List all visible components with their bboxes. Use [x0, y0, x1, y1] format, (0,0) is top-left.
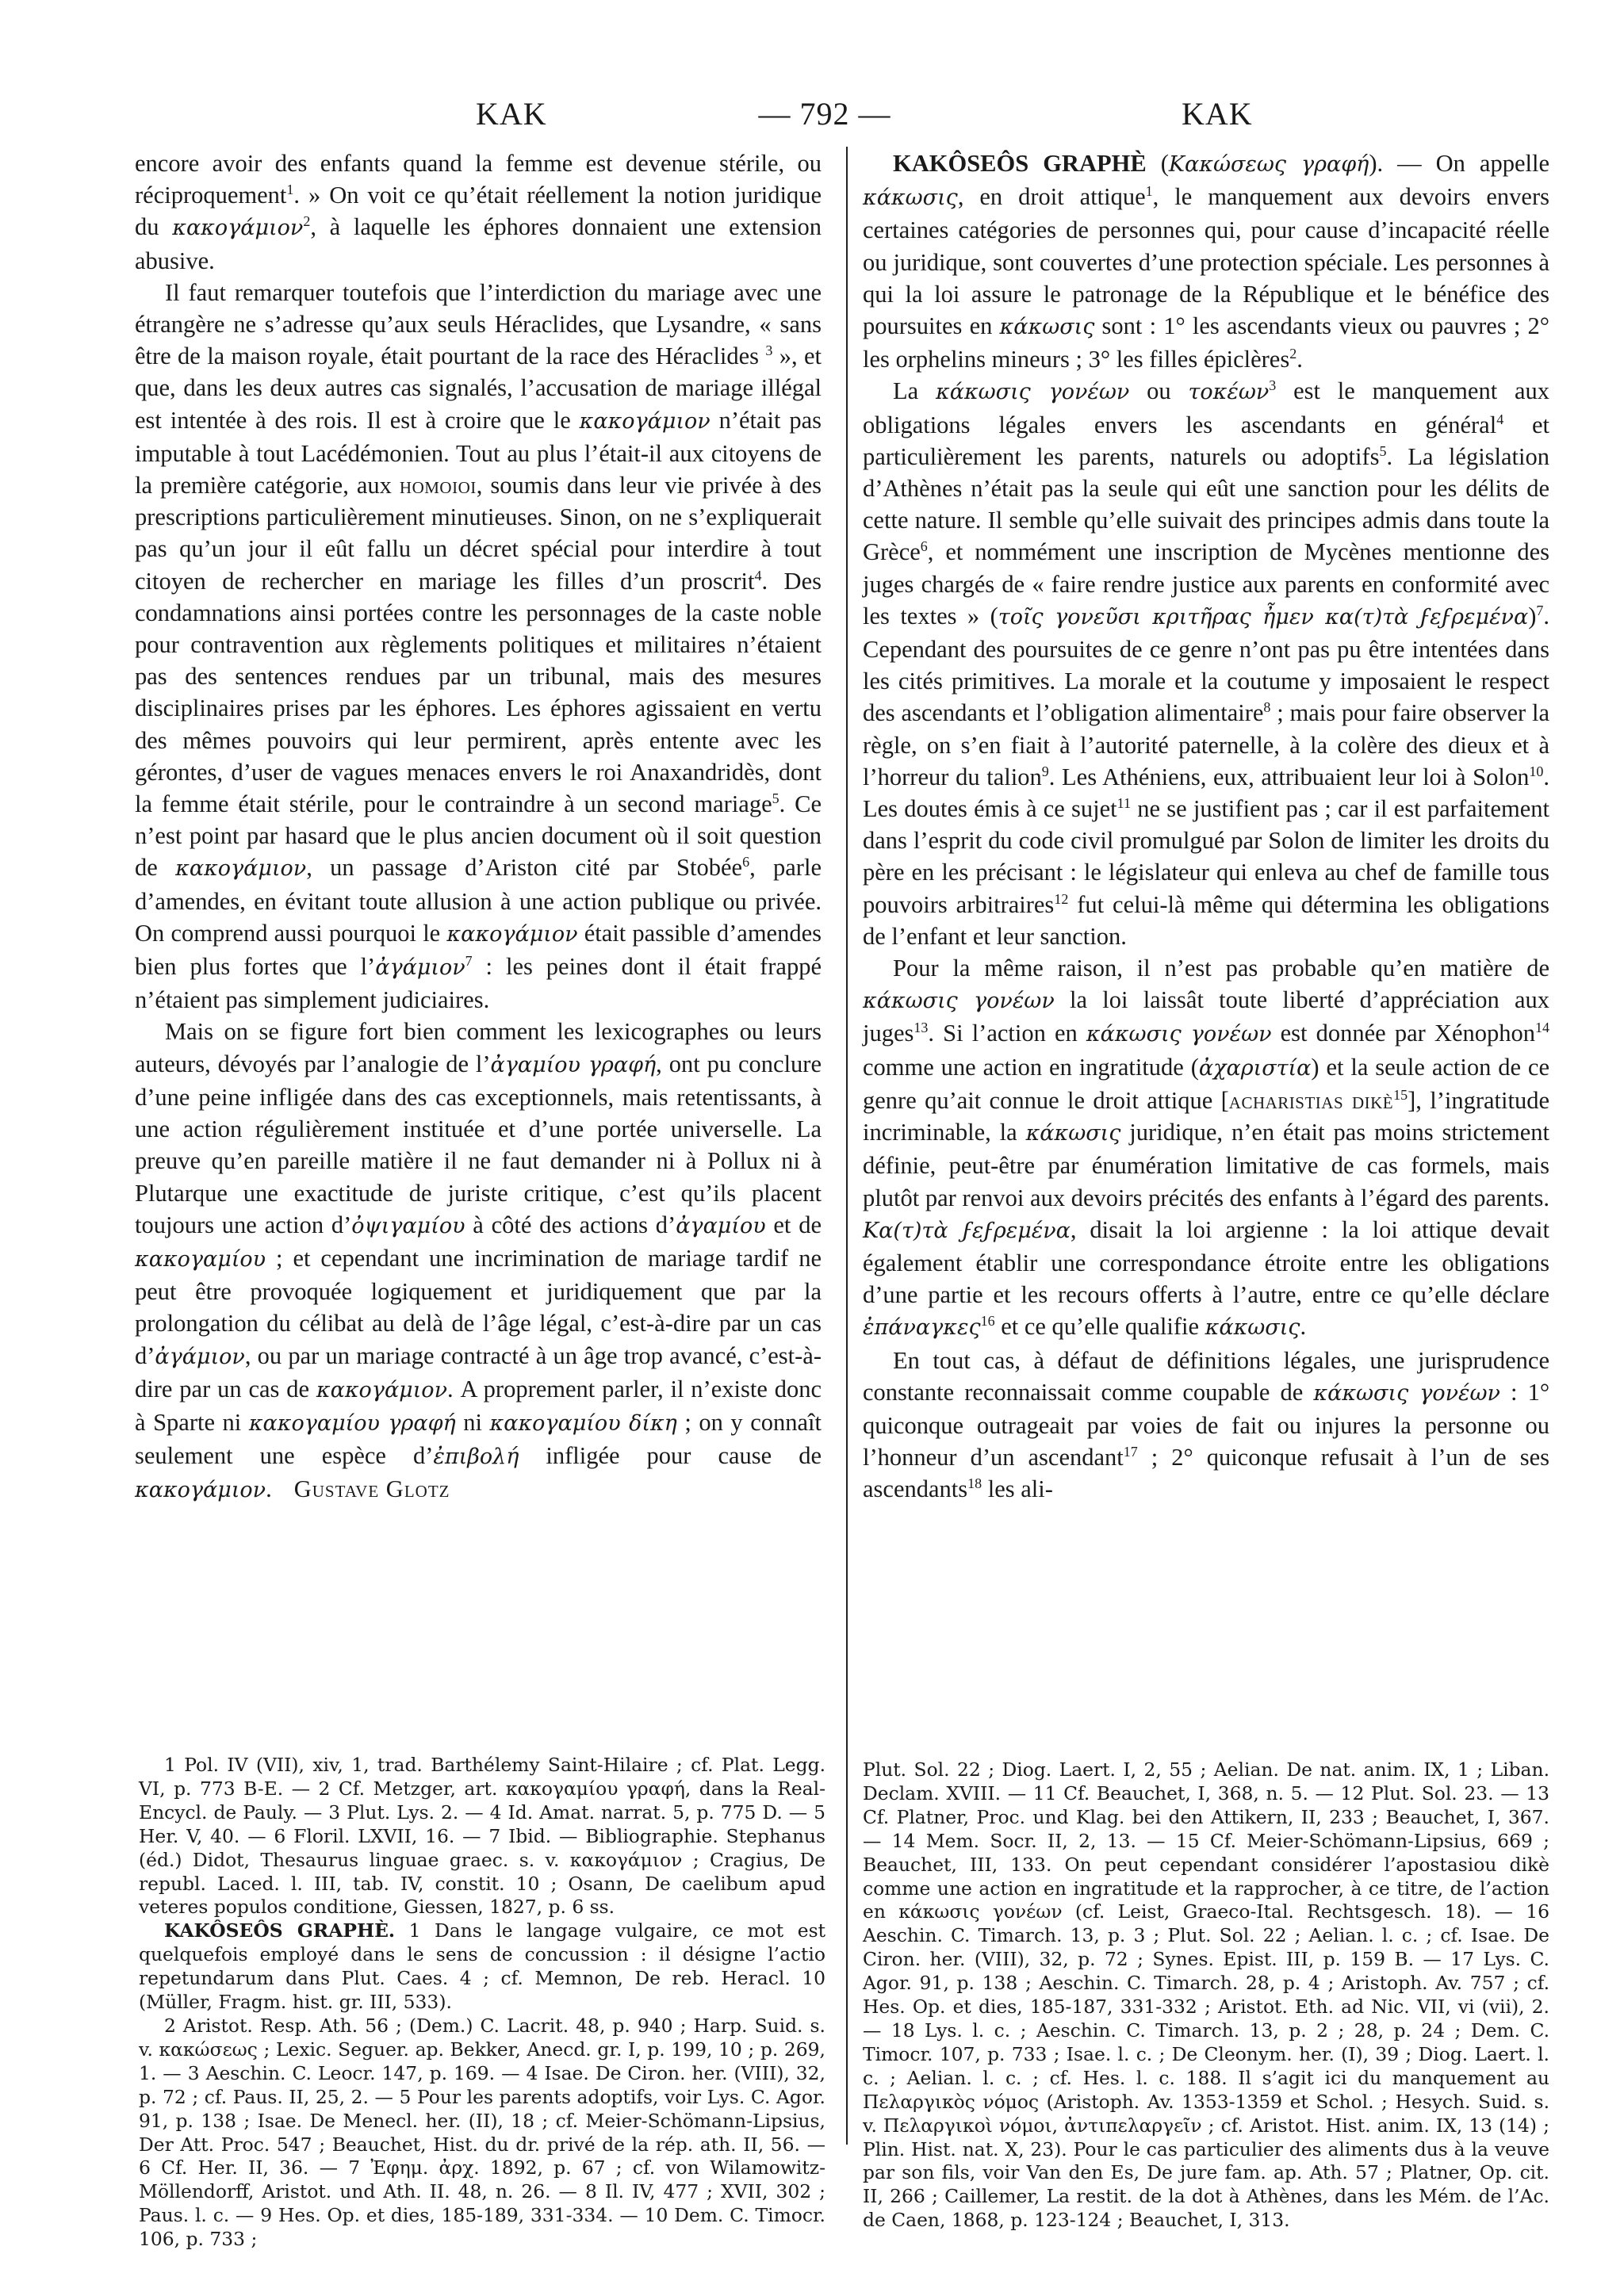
text: ], l’ingratitude incriminable, la	[863, 1086, 1550, 1146]
text: , et nommément une inscription de Mycènes mentionne des juges chargés de « faire rendre justice aux parents en conformité avec les textes » (	[863, 538, 1549, 629]
text: , un passage d’Ariston cité par Stobée	[306, 854, 743, 882]
paragraph	[135, 1016, 822, 1506]
text: . Les Athéniens, eux, attribuaient leur loi à Solon	[1048, 763, 1530, 790]
text: . La législation d’Athènes n’était pas la seule qui eût une sanction pour les délits de cette nature. Il semble qu’elle suivait des principes admis dans toute la Grèce	[863, 442, 1549, 566]
text: . Les doutes émis à ce sujet	[863, 763, 1549, 823]
footnote-ref[interactable]: 10	[1529, 763, 1544, 779]
greek-term: κακογαμίου δίκη	[489, 1410, 677, 1436]
text: n’était pas imputable à tout Lacédémonien. Tout au plus l’était-il aux citoyens de la première catégorie, aux	[135, 406, 822, 499]
greek-term: κάκωσις γονέων	[1086, 1022, 1272, 1047]
text: Il faut remarquer toutefois que l’interdiction du mariage avec une étrangère ne s’adresse qu’aux seuls Héraclides, que Lysandre, « sans être de la maison royale, était pourtant de la race des Héraclides	[135, 278, 822, 370]
paragraph	[863, 952, 1549, 1344]
greek-term: ἐπιβολή	[433, 1445, 519, 1470]
footnote-ref[interactable]: 4	[754, 567, 762, 584]
greek-term: κάκωσις	[1025, 1121, 1121, 1146]
greek-term: κακογαμίου γραφή	[248, 1410, 456, 1436]
text: et ce qu’elle qualifie	[994, 1313, 1205, 1341]
text: . » On voit ce qu’était réellement la notion juridique du	[135, 182, 822, 241]
text: , le manquement aux devoirs envers certaines catégories de personnes qui, pour cause d’incapacité réelle ou juridique, sont couvertes d’une protection spéciale. Les personnes à qui la loi assure le patronage de la République et le bénéfice des poursuites en	[863, 183, 1549, 340]
text: ou	[1129, 377, 1189, 405]
footnote-ref[interactable]: 7	[1536, 602, 1544, 618]
footnote-ref[interactable]: 8	[1263, 699, 1271, 716]
greek-term: Κακώσεως γραφή	[1168, 152, 1369, 177]
footnote-ref[interactable]: 18	[967, 1475, 982, 1492]
greek-term: κακογάμιον	[579, 408, 710, 434]
footnote-text: 1 Dans le langage vulgaire, ce mot est quelquefois employé dans le sens de concussion : il désigne l’actio repetundarum dans Plut. Caes. 4 ; cf. Memnon, De reb. Heracl. 10 (Müller, Fragm. hist. gr. III, 533).	[139, 1919, 825, 2014]
text: ; et cependant une incrimination de mariage tardif ne peut être provoquée logiquement et juridiquement que par la prolongation du célibat au delà de l’âge légal, c’est-à-dire par un cas d’	[135, 1244, 822, 1369]
footnote-article-title: KAKÔSEÔS GRAPHÈ.	[164, 1919, 396, 1942]
text: ; mais pour faire observer la règle, on s’en fiait à l’autorité paternelle, à la colère des dieux et à l’horreur du talion	[863, 699, 1549, 790]
text: est donnée par Xénophon	[1271, 1020, 1535, 1047]
text: à côté des actions d’	[465, 1211, 676, 1238]
header-right-keyword: KAK	[1182, 96, 1253, 132]
text: .	[1300, 1313, 1307, 1341]
greek-term: κάκωσις γονέων	[863, 989, 1055, 1014]
header-left-keyword: KAK	[476, 96, 547, 132]
text: juridique, n’en était pas moins strictement définie, peut-être par énumération limitative de cas formels, mais plutôt par renvoi aux devoirs précités des enfants à l’égard des parents.	[863, 1119, 1549, 1211]
text: , ont pu conclure d’une peine infligée dans des cas exceptionnels, mais retentissants, à une action régulièrement instituée et d’une portée universelle. La preuve qu’en pareille matière il ne faut demander ni à Pollux ni à Plutarque une exactitude de juriste critique, c’est qu’ils placent toujours une action d’	[135, 1050, 822, 1238]
greek-term: κάκωσις	[863, 186, 958, 211]
footnote-ref[interactable]: 1	[1145, 183, 1153, 200]
text: et de	[765, 1211, 822, 1238]
footnote-ref[interactable]: 14	[1535, 1020, 1549, 1036]
greek-term: ἀγαμίου γραφή	[490, 1052, 657, 1077]
footnote-ref[interactable]: 13	[914, 1020, 929, 1036]
greek-term: κακογαμίου	[135, 1246, 266, 1272]
text: ni	[455, 1408, 490, 1436]
footnote-ref[interactable]: 15	[1393, 1086, 1408, 1103]
footnote-ref[interactable]: 5	[1379, 442, 1387, 459]
greek-inscription: τοῖς γονεῦσι κριτῆρας ἦμεν κα(τ)τὰ ϝεϝρεμένα	[998, 604, 1529, 629]
paragraph	[135, 147, 822, 277]
greek-term: τοκέων	[1188, 380, 1270, 405]
text: sont : 1° les ascendants vieux ou pauvres ; 2° les orphelins mineurs ; 3° les filles épiclères	[863, 312, 1549, 373]
small-caps-term: homoioi	[399, 472, 477, 499]
column-divider	[846, 147, 848, 2145]
text: , ou par un mariage contracté à un âge trop avancé, c’est-à-dire par un cas de	[135, 1341, 822, 1402]
text: ; on y connaît seulement une espèce d’	[135, 1408, 822, 1470]
footnote-ref[interactable]: 7	[465, 952, 473, 969]
text: Pour la même raison, il n’est pas probable qu’en matière de	[893, 955, 1549, 982]
greek-term: κακογάμιον	[135, 1478, 266, 1503]
text: encore avoir des enfants quand la femme est devenue stérile, ou réciproquement	[135, 150, 822, 209]
paragraph	[863, 375, 1549, 952]
footnote-ref[interactable]: 16	[980, 1313, 995, 1330]
text: infligée pour cause de	[519, 1442, 822, 1470]
author-signature: Gustave Glotz	[293, 1475, 450, 1503]
footnote-ref[interactable]: 2	[1289, 346, 1297, 362]
greek-term: κάκωσις γονέων	[936, 380, 1130, 405]
text: les ali-	[982, 1475, 1053, 1503]
greek-term: ἀχαριστία	[1198, 1055, 1312, 1081]
text: , en droit attique	[957, 183, 1146, 211]
text: ) et la seule action de ce genre qu’ait connue le droit attique [	[863, 1053, 1550, 1114]
greek-term: ὀψιγαμίου	[351, 1213, 465, 1238]
greek-term: κακογάμιον	[446, 921, 578, 947]
right-column	[863, 147, 1549, 1506]
left-column	[135, 147, 822, 1507]
text: Mais on se figure fort bien comment les lexicographes ou leurs auteurs, dévoyés par l’analogie de l’	[135, 1018, 822, 1077]
text: , parle d’amendes, en évitant toute allusion à une action publique ou privée. On comprend aussi pourquoi le	[135, 854, 822, 947]
text: . Si l’action en	[928, 1020, 1086, 1047]
text: ne se justifient pas ; car il est parfaitement dans l’esprit du code civil promulgué par Solon de limiter les droits du père en les précisant : le législateur qui enleva au chef de famille tous pouvoirs arbitraires	[863, 795, 1549, 918]
paragraph	[863, 147, 1549, 375]
footnote-ref[interactable]: 11	[1116, 794, 1131, 811]
text: », et que, dans les deux autres cas signalés, l’accusation de mariage illégal est intentée à des rois. Il est à croire que le	[135, 342, 822, 434]
text: était passible d’amendes bien plus fortes que l’	[135, 919, 822, 981]
text: . Cependant des poursuites de ce genre n’ont pas pu être intentées dans les cités primitives. La morale et la coutume y imposaient le respect des ascendants et l’obligation alimentaire	[863, 602, 1550, 727]
greek-term: κακογάμιον	[172, 216, 304, 241]
text: )	[1528, 602, 1537, 629]
footnote-ref[interactable]: 17	[1123, 1443, 1138, 1460]
text: fut celui-là même qui détermina les obligations de l’enfant et leur sanction.	[863, 890, 1549, 950]
text: la loi laissât toute liberté d’appréciation aux juges	[863, 986, 1549, 1047]
paragraph	[135, 277, 822, 1016]
footnote-ref[interactable]: 12	[1054, 890, 1069, 907]
text: : 1° quiconque outrageait par voies de fait ou injures la personne ou l’honneur d’un ascendant	[863, 1378, 1550, 1471]
text: . Des condamnations ainsi portées contre les personnages de la caste noble pour contravention aux règlements politiques et militaires n’étaient pas des sentences rendues par un tribunal, mais des mesures disciplinaires prises par les éphores. Les éphores agissaient en vertu des mêmes pouvoirs qui leur permirent, après entente avec les gérontes, d’user de vagues menaces envers le roi Anaxandridès, dont la femme était stérile, pour le contraindre à un second mariage	[135, 567, 822, 818]
text: et particulièrement les parents, naturels ou adoptifs	[863, 411, 1550, 470]
article-title: KAKÔSEÔS GRAPHÈ	[893, 150, 1147, 177]
footnotes-right	[863, 1758, 1549, 2233]
text: est le manquement aux obligations légales envers les ascendants en général	[863, 377, 1550, 438]
greek-term: ἐπάναγκες	[863, 1315, 981, 1341]
greek-term: κακογάμιον	[175, 856, 307, 882]
text: comme une action en ingratitude (	[863, 1053, 1199, 1081]
footnote-block: Plut. Sol. 22 ; Diog. Laert. I, 2, 55 ; Aelian. De nat. anim. IX, 1 ; Liban. Declam. XVIII. — 11 Cf. Beauchet, I, 368, n. 5. — 12 Plut. Sol. 23. — 13 Cf. Platner, Proc. und Klag. bei den Attikern, II, 233 ; Beauchet, I, 367. — 14 Mem. Socr. II, 2, 13. — 15 Cf. Meier-Schömann-Lipsius, 669 ; Beauchet, III, 133. On peut cependant considérer l’apostasiou dikè comme une action en ingratitude et la rapprocher, à ce titre, de l’action en κάκωσις γονέων (cf. Leist, Graeco-Ital. Rechtsgesch. 18). — 16 Aeschin. C. Timarch. 13, p. 3 ; Plut. Sol. 22 ; Aelian. l. c. ; cf. Isae. De Ciron. her. (VIII), 32, p. 72 ; Synes. Epist. III, p. 159 B. — 17 Lys. C. Agor. 91, p. 138 ; Aeschin. C. Timarch. 28, p. 4 ; Aristoph. Av. 757 ; cf. Hes. Op. et dies, 185-187, 331-332 ; Aristot. Eth. ad Nic. VII, vi (vii), 2. — 18 Lys. l. c. ; Aeschin. C. Timarch. 13, p. 2 ; 28, p. 24 ; Dem. C. Timocr. 107, p. 733 ; Isae. l. c. ; De Cleonym. her. (I), 39 ; Diog. Laert. l. c. ; Aelian. l. c. ; cf. Hes. l. c. 188. Il s’agit ici du manquement au Πελαργικὸς νόμος (Aristoph. Av. 1353-1359 et Schol. ; Hesych. Suid. s. v. Πελαργικοὶ νόμοι, ἀντιπελαργεῖν ; cf. Aristot. Hist. anim. IX, 13 (14) ; Plin. Hist. nat. X, 23). Pour le cas particulier des aliments dus à la veuve par son fils, voir Van den Es, De jure fam. ap. Ath. 57 ; Platner, Op. cit. II, 266 ; Caillemer, La restit. de la dot à Athènes, dans les Mém. de l’Ac. de Caen, 1868, p. 123-124 ; Beauchet, I, 313.	[863, 1758, 1549, 2232]
footnotes-left	[139, 1754, 825, 2252]
footnote-ref[interactable]: 5	[772, 790, 779, 806]
text: La	[893, 377, 936, 405]
text: , soumis dans leur vie privée à des prescriptions particulièrement minutieuses. Sinon, on ne s’expliquerait pas qu’un jour il eût fallu un décret spécial pour interdire à tout citoyen de rechercher en mariage les filles d’un proscrit	[135, 472, 822, 595]
text: , disait la loi argienne : la loi attique devait également établir une correspondance étroite entre les obligations d’une partie et les recours offerts à l’autre, entre ce qu’elle déclare	[863, 1215, 1549, 1309]
footnote-ref[interactable]: 6	[742, 854, 750, 871]
greek-term: ἀγαμίου	[676, 1213, 766, 1238]
greek-term: Κα(τ)τὰ ϝεϝρεμένα	[863, 1218, 1071, 1243]
greek-term: κάκωσις	[999, 315, 1095, 340]
footnote-ref[interactable]: 4	[1496, 411, 1504, 427]
running-header	[119, 95, 1530, 143]
footnote-block	[139, 1919, 825, 2015]
footnote-ref[interactable]: 3	[765, 342, 773, 359]
text: .	[266, 1475, 272, 1503]
text: . Ce n’est point par hasard que le plus ancien document où il soit question de	[135, 790, 822, 882]
footnote-ref[interactable]: 9	[1041, 763, 1049, 779]
greek-term: ἀγάμιον	[155, 1344, 245, 1369]
text: .	[1297, 346, 1303, 373]
text: ). — On appelle	[1369, 150, 1549, 177]
greek-term: κάκωσις γονέων	[1313, 1380, 1500, 1406]
page-number: — 792 —	[758, 96, 891, 132]
footnote-block: 2 Aristot. Resp. Ath. 56 ; (Dem.) C. Lacrit. 48, p. 940 ; Harp. Suid. s. v. κακώσεως ; Lexic. Seguer. ap. Bekker, Anecd. gr. I, p. 199, 10 ; p. 269, 1. — 3 Aeschin. C. Leocr. 147, p. 169. — 4 Isae. De Ciron. her. (VIII), 32, p. 72 ; cf. Paus. II, 25, 2. — 5 Pour les parents adoptifs, voir Lys. C. Agor. 91, p. 138 ; Isae. De Menecl. her. (II), 18 ; cf. Meier-Schömann-Lipsius, Der Att. Proc. 547 ; Beauchet, Hist. du dr. privé de la rép. ath. II, 56. — 6 Cf. Her. II, 36. — 7 Ἐφημ. ἀρχ. 1892, p. 67 ; cf. von Wilamowitz-Möllendorff, Aristot. und Ath. II. 48, n. 26. — 8 Il. IV, 477 ; XVII, 302 ; Paus. l. c. — 9 Hes. Op. et dies, 185-189, 331-334. — 10 Dem. C. Timocr. 106, p. 733 ;	[139, 2014, 825, 2251]
greek-term: κάκωσις	[1205, 1315, 1300, 1341]
footnote-ref[interactable]: 6	[920, 538, 928, 555]
text: ; 2° quiconque refusait à l’un de ses ascendants	[863, 1444, 1549, 1503]
text: : les peines dont il était frappé n’étaient pas simplement judiciaires.	[135, 953, 822, 1014]
footnote-block: 1 Pol. IV (VII), xiv, 1, trad. Barthélemy Saint-Hilaire ; cf. Plat. Legg. VI, p. 773 B-E. — 2 Cf. Metzger, art. κακογαμίου γραφή, dans la Real-Encycl. de Pauly. — 3 Plut. Lys. 2. — 4 Id. Amat. narrat. 5, p. 775 D. — 5 Her. V, 40. — 6 Floril. LXVII, 16. — 7 Ibid. — Bibliographie. Stephanus (éd.) Didot, Thesaurus linguae graec. s. v. κακογάμιον ; Cragius, De republ. Laced. l. III, tab. IV, constit. 10 ; Osann, De caelibum apud veteres populos conditione, Giessen, 1827, p. 6 ss.	[139, 1754, 825, 1919]
footnote-ref[interactable]: 2	[303, 213, 311, 230]
text: (	[1146, 150, 1169, 177]
text: , à laquelle les éphores donnaient une extension abusive.	[135, 213, 822, 274]
text: En tout cas, à défaut de définitions légales, une jurisprudence constante reconnaissait comme coupable de	[863, 1346, 1549, 1406]
greek-term: ἀγάμιον	[375, 955, 465, 981]
footnote-ref[interactable]: 1	[286, 182, 294, 198]
footnote-ref[interactable]: 3	[1269, 377, 1277, 394]
cross-reference[interactable]: acharistias dikè	[1228, 1086, 1394, 1114]
paragraph	[863, 1345, 1549, 1506]
text: . A proprement parler, il n’existe donc à Sparte ni	[135, 1375, 822, 1436]
greek-term: κακογάμιον	[316, 1377, 447, 1402]
